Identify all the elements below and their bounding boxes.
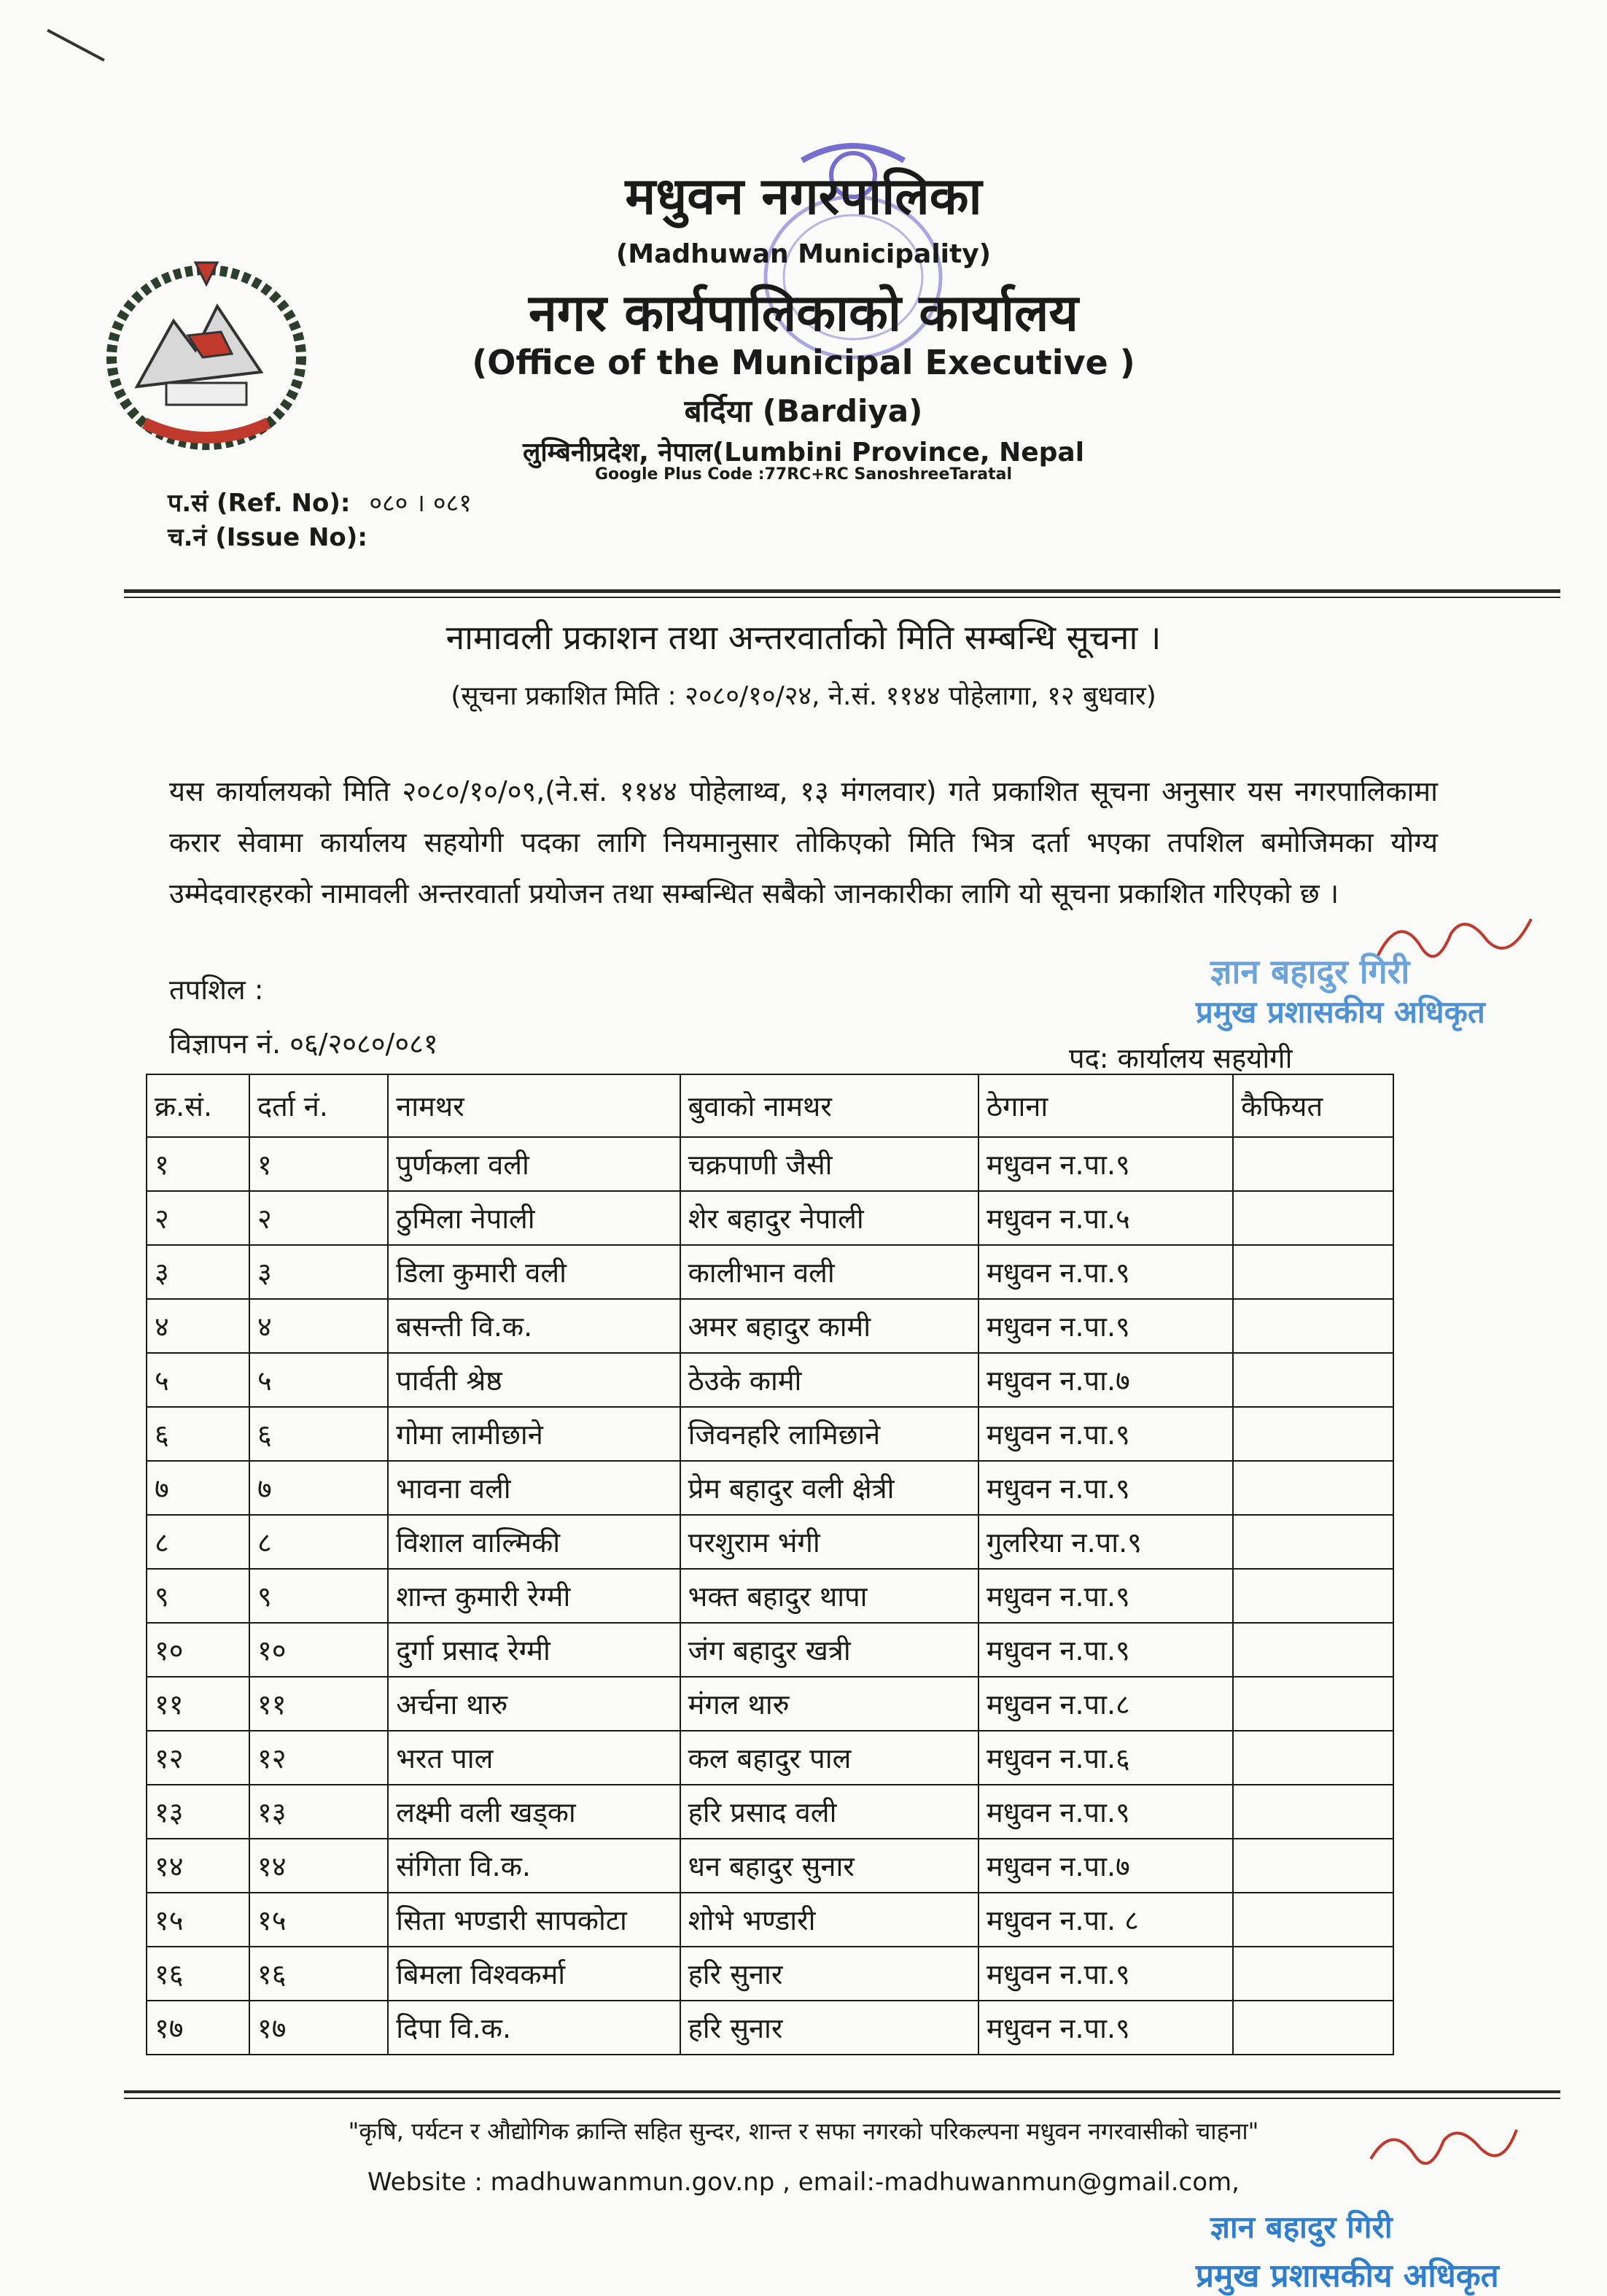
- cell-address: मधुवन न.पा.९: [978, 1299, 1233, 1353]
- notice-body: यस कार्यालयको मिति २०८०/१०/०९,(ने.सं. ११४४ पोहेलाथ्व, १३ मंगलवार) गते प्रकाशित सूचना अनुसार यस नगरपालिकामा करार सेवामा कार्यालय सहयोगी पदका लागि नियमानुसार तोकिएको मिति भित्र दर्ता भएका तपशिल बमोजिमका योग्य उम्मेदवारहरको नामावली अन्तरवार्ता प्रयोजन तथा सम्बन्धित सबैको जानकारीका लागि यो सूचना प्रकाशित गरिएको छ ।: [169, 775, 1438, 910]
- cell-name: डिला कुमारी वली: [388, 1245, 680, 1299]
- cell-address: मधुवन न.पा.९: [978, 1569, 1233, 1623]
- cell-serial: ७: [147, 1461, 249, 1515]
- col-reg-no: दर्ता नं.: [249, 1074, 388, 1137]
- cell-father-name: कालीभान वली: [680, 1245, 978, 1299]
- cell-remarks: [1233, 1299, 1393, 1353]
- table-row: [147, 1299, 1393, 1353]
- cell-reg-no: १: [249, 1137, 388, 1191]
- cell-reg-no: १७: [249, 2001, 388, 2055]
- cell-reg-no: ७: [249, 1461, 388, 1515]
- pen-mark: [47, 29, 105, 62]
- cell-reg-no: ६: [249, 1407, 388, 1461]
- ref-value: ०८० । ०८१: [369, 489, 472, 518]
- cell-father-name: हरि सुनार: [680, 1947, 978, 2001]
- cell-name: लक्ष्मी वली खड्का: [388, 1785, 680, 1839]
- cell-serial: ६: [147, 1407, 249, 1461]
- cell-address: मधुवन न.पा.९: [978, 1623, 1233, 1677]
- signature-title: प्रमुख प्रशासकीय अधिकृत: [1196, 2257, 1499, 2295]
- cell-reg-no: १२: [249, 1731, 388, 1785]
- notice-published-date: (सूचना प्रकाशित मिति : २०८०/१०/२४, ने.सं. ११४४ पोहेलागा, १२ बुधवार): [451, 681, 1156, 711]
- table-header-row: [147, 1074, 1393, 1137]
- cell-name: बसन्ती वि.क.: [388, 1299, 680, 1353]
- cell-address: मधुवन न.पा.९: [978, 1785, 1233, 1839]
- cell-serial: ५: [147, 1353, 249, 1407]
- signature-name: ज्ञान बहादुर गिरी: [1210, 2209, 1393, 2245]
- cell-address: मधुवन न.पा.६: [978, 1731, 1233, 1785]
- table-row: [147, 1137, 1393, 1191]
- col-father-name: बुवाको नामथर: [680, 1074, 978, 1137]
- cell-remarks: [1233, 2001, 1393, 2055]
- col-name: नामथर: [388, 1074, 680, 1137]
- cell-remarks: [1233, 1245, 1393, 1299]
- cell-remarks: [1233, 1785, 1393, 1839]
- cell-father-name: हरि प्रसाद वली: [680, 1785, 978, 1839]
- cell-father-name: चक्रपाणी जैसी: [680, 1137, 978, 1191]
- cell-reg-no: १५: [249, 1893, 388, 1947]
- cell-reg-no: ३: [249, 1245, 388, 1299]
- table-row: [147, 1515, 1393, 1569]
- footer-slogan: "कृषि, पर्यटन र औद्योगिक क्रान्ति सहित सुन्दर, शान्त र सफा नगरको परिकल्पना मधुवन नगरवासीको चाहना": [348, 2117, 1259, 2145]
- cell-serial: २: [147, 1191, 249, 1245]
- cell-father-name: शेर बहादुर नेपाली: [680, 1191, 978, 1245]
- advert-number: विज्ञापन नं. ०६/२०८०/०८१: [169, 1028, 438, 1060]
- cell-serial: १७: [147, 2001, 249, 2055]
- issue-number: च.नं (Issue No):: [168, 523, 367, 552]
- cell-serial: १६: [147, 1947, 249, 2001]
- cell-name: ठुमिला नेपाली: [388, 1191, 680, 1245]
- cell-reg-no: १३: [249, 1785, 388, 1839]
- cell-reg-no: ५: [249, 1353, 388, 1407]
- province: लुम्बिनीप्रदेश, नेपाल(Lumbini Province, Nepal: [522, 438, 1085, 468]
- cell-name: अर्चना थारु: [388, 1677, 680, 1731]
- candidate-table: [146, 1074, 1394, 2055]
- office-name-en: (Office of the Municipal Executive ): [472, 343, 1135, 382]
- district: बर्दिया (Bardiya): [684, 393, 923, 429]
- cell-remarks: [1233, 1677, 1393, 1731]
- table-row: [147, 1191, 1393, 1245]
- office-name-ne: नगर कार्यपालिकाको कार्यालय: [528, 283, 1079, 343]
- cell-address: मधुवन न.पा.९: [978, 1245, 1233, 1299]
- cell-name: बिमला विश्वकर्मा: [388, 1947, 680, 2001]
- table-row: [147, 1569, 1393, 1623]
- cell-remarks: [1233, 1407, 1393, 1461]
- notice-title: नामावली प्रकाशन तथा अन्तरवार्ताको मिति सम्बन्धि सूचना ।: [445, 618, 1162, 657]
- cell-reg-no: ११: [249, 1677, 388, 1731]
- cell-remarks: [1233, 1893, 1393, 1947]
- cell-serial: १: [147, 1137, 249, 1191]
- cell-address: मधुवन न.पा.८: [978, 1677, 1233, 1731]
- cell-reg-no: ४: [249, 1299, 388, 1353]
- municipality-name-en: (Madhuwan Municipality): [615, 239, 992, 269]
- cell-serial: ८: [147, 1515, 249, 1569]
- municipality-name-ne: मधुवन नगरपालिका: [625, 166, 982, 226]
- cell-father-name: हरि सुनार: [680, 2001, 978, 2055]
- cell-remarks: [1233, 1947, 1393, 2001]
- cell-father-name: परशुराम भंगी: [680, 1515, 978, 1569]
- cell-father-name: धन बहादुर सुनार: [680, 1839, 978, 1893]
- cell-serial: ९: [147, 1569, 249, 1623]
- footer-divider-thin: [124, 2098, 1560, 2099]
- cell-address: मधुवन न.पा.७: [978, 1839, 1233, 1893]
- cell-name: भरत पाल: [388, 1731, 680, 1785]
- cell-name: सिता भण्डारी सापकोटा: [388, 1893, 680, 1947]
- cell-remarks: [1233, 1461, 1393, 1515]
- cell-remarks: [1233, 1839, 1393, 1893]
- cell-father-name: कल बहादुर पाल: [680, 1731, 978, 1785]
- cell-father-name: शोभे भण्डारी: [680, 1893, 978, 1947]
- plus-code: Google Plus Code :77RC+RC SanoshreeTaratal: [594, 465, 1013, 484]
- cell-remarks: [1233, 1515, 1393, 1569]
- table-row: [147, 1785, 1393, 1839]
- cell-serial: १२: [147, 1731, 249, 1785]
- table-row: [147, 1353, 1393, 1407]
- cell-name: संगिता वि.क.: [388, 1839, 680, 1893]
- table-row: [147, 1947, 1393, 2001]
- table-row: [147, 1407, 1393, 1461]
- table-row: [147, 1893, 1393, 1947]
- cell-name: पार्वती श्रेष्ठ: [388, 1353, 680, 1407]
- cell-address: मधुवन न.पा.९: [978, 1461, 1233, 1515]
- footer-divider: [124, 2090, 1560, 2093]
- table-row: [147, 1839, 1393, 1893]
- cell-reg-no: १०: [249, 1623, 388, 1677]
- cell-reg-no: ८: [249, 1515, 388, 1569]
- cell-address: मधुवन न.पा.९: [978, 2001, 1233, 2055]
- table-row: [147, 2001, 1393, 2055]
- header-divider: [124, 589, 1560, 593]
- table-row: [147, 1677, 1393, 1731]
- cell-address: मधुवन न.पा.५: [978, 1191, 1233, 1245]
- cell-name: गोमा लामीछाने: [388, 1407, 680, 1461]
- cell-serial: १३: [147, 1785, 249, 1839]
- cell-father-name: जंग बहादुर खत्री: [680, 1623, 978, 1677]
- col-address: ठेगाना: [978, 1074, 1233, 1137]
- col-remarks: कैफियत: [1233, 1074, 1393, 1137]
- post-title: पद: कार्यालय सहयोगी: [1069, 1042, 1293, 1074]
- table-row: [147, 1623, 1393, 1677]
- cell-name: शान्त कुमारी रेग्मी: [388, 1569, 680, 1623]
- cell-remarks: [1233, 1137, 1393, 1191]
- cell-serial: ४: [147, 1299, 249, 1353]
- cell-serial: ३: [147, 1245, 249, 1299]
- signature-name: ज्ञान बहादुर गिरी: [1210, 952, 1410, 991]
- cell-father-name: मंगल थारु: [680, 1677, 978, 1731]
- cell-name: दुर्गा प्रसाद रेग्मी: [388, 1623, 680, 1677]
- cell-reg-no: १६: [249, 1947, 388, 2001]
- table-row: [147, 1245, 1393, 1299]
- table-row: [147, 1461, 1393, 1515]
- cell-address: मधुवन न.पा.९: [978, 1137, 1233, 1191]
- cell-remarks: [1233, 1731, 1393, 1785]
- cell-reg-no: ९: [249, 1569, 388, 1623]
- cell-name: भावना वली: [388, 1461, 680, 1515]
- cell-address: गुलरिया न.पा.९: [978, 1515, 1233, 1569]
- table-row: [147, 1731, 1393, 1785]
- cell-name: दिपा वि.क.: [388, 2001, 680, 2055]
- details-label: तपशिल :: [169, 974, 264, 1006]
- cell-remarks: [1233, 1623, 1393, 1677]
- cell-address: मधुवन न.पा.९: [978, 1407, 1233, 1461]
- header-divider-thin: [124, 597, 1560, 598]
- signature-icon: [1363, 2115, 1524, 2188]
- cell-address: मधुवन न.पा.७: [978, 1353, 1233, 1407]
- cell-address: मधुवन न.पा. ८: [978, 1893, 1233, 1947]
- cell-serial: १५: [147, 1893, 249, 1947]
- cell-name: विशाल वाल्मिकी: [388, 1515, 680, 1569]
- cell-serial: ११: [147, 1677, 249, 1731]
- col-serial: क्र.सं.: [147, 1074, 249, 1137]
- cell-father-name: ठेउके कामी: [680, 1353, 978, 1407]
- footer-website: Website : madhuwanmun.gov.np , email:-madhuwanmun@gmail.com,: [367, 2168, 1240, 2197]
- cell-serial: १०: [147, 1623, 249, 1677]
- cell-name: पुर्णकला वली: [388, 1137, 680, 1191]
- cell-remarks: [1233, 1569, 1393, 1623]
- cell-address: मधुवन न.पा.९: [978, 1947, 1233, 2001]
- signature-title: प्रमुख प्रशासकीय अधिकृत: [1196, 994, 1485, 1030]
- cell-reg-no: १४: [249, 1839, 388, 1893]
- cell-serial: १४: [147, 1839, 249, 1893]
- cell-reg-no: २: [249, 1191, 388, 1245]
- cell-father-name: भक्त बहादुर थापा: [680, 1569, 978, 1623]
- ref-number: [168, 485, 472, 519]
- ref-label: प.सं (Ref. No):: [168, 489, 351, 518]
- cell-father-name: अमर बहादुर कामी: [680, 1299, 978, 1353]
- cell-remarks: [1233, 1191, 1393, 1245]
- cell-remarks: [1233, 1353, 1393, 1407]
- cell-father-name: प्रेम बहादुर वली क्षेत्री: [680, 1461, 978, 1515]
- cell-father-name: जिवनहरि लामिछाने: [680, 1407, 978, 1461]
